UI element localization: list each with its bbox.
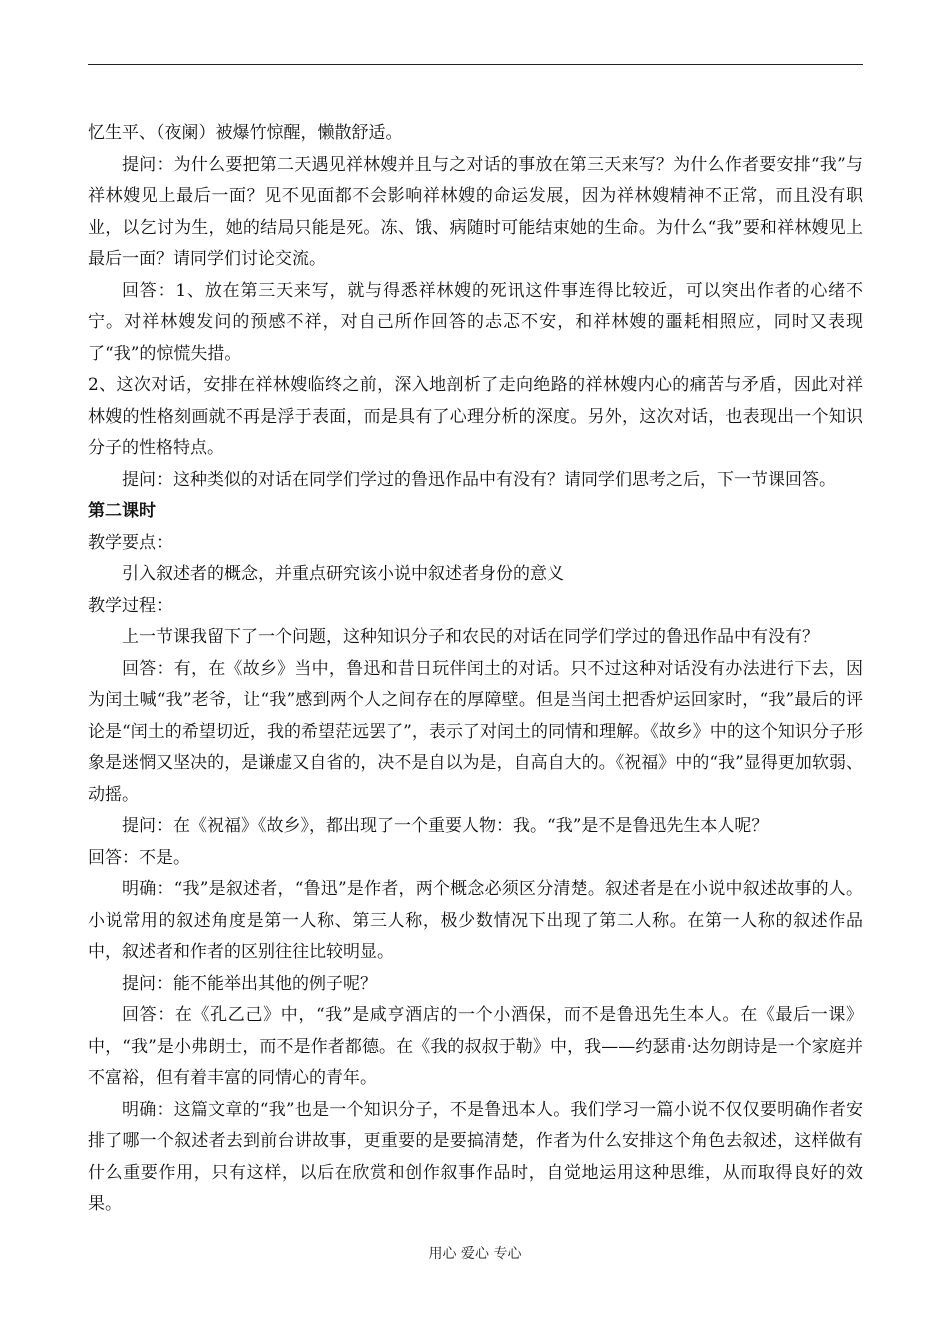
page-footer: 用心 爱心 专心 xyxy=(428,1246,522,1262)
paragraph: 上一节课我留下了一个问题，这种知识分子和农民的对话在同学们学过的鲁迅作品中有没有？ xyxy=(122,627,819,647)
paragraph: 引入叙述者的概念，并重点研究该小说中叙述者身份的意义 xyxy=(122,564,564,584)
section-heading: 第二课时 xyxy=(88,501,156,521)
paragraph: 回答：1、放在第三天来写，就与得悉祥林嫂的死讯这件事连得比较近，可以突出作者的心绪不宁。对祥林嫂发问的预感不祥，对自己所作回答的忐忑不安，和祥林嫂的噩耗相照应，同时又表现了“我”的惊慌失措。 xyxy=(88,280,863,364)
paragraph: 明确：“我”是叙述者，“鲁迅”是作者，两个概念必须区分清楚。叙述者是在小说中叙述故事的人。小说常用的叙述角度是第一人称、第三人称，极少数情况下出现了第二人称。在第一人称的叙述作品中，叙述者和作者的区别往往比较明显。 xyxy=(88,879,863,962)
paragraph: 回答：在《孔乙己》中，“我”是咸亨酒店的一个小酒保，而不是鲁迅先生本人。在《最后一课》中，“我”是小弗朗士，而不是作者都德。在《我的叔叔于勒》中，我——约瑟甫·达勿朗诗是一个家庭并不富裕，但有着丰富的同情心的青年。 xyxy=(88,1005,863,1088)
paragraph: 教学要点： xyxy=(88,532,173,553)
paragraph: 回答：有，在《故乡》当中，鲁迅和昔日玩伴闰土的对话。只不过这种对话没有办法进行下去，因为闰土喊“我”老爷，让“我”感到两个人之间存在的厚障壁。但是当闰土把香炉运回家时，“我”最后的评论是“闰土的希望切近，我的希望茫远罢了”，表示了对闰土的同情和理解。《故乡》中的这个知识分子形象是迷惘又坚决的，是谦虚又自省的，决不是自以为是，自高自大的。《祝福》中的“我”显得更加软弱、动摇。 xyxy=(88,658,863,805)
header-rule xyxy=(88,64,863,65)
paragraph: 教学过程： xyxy=(88,595,173,616)
paragraph: 回答：不是。 xyxy=(88,847,190,868)
paragraph: 明确：这篇文章的“我”也是一个知识分子，不是鲁迅本人。我们学习一篇小说不仅仅要明确作者安排了哪一个叙述者去到前台讲故事，更重要的是要搞清楚，作者为什么安排这个角色去叙述，这样做有什么重要作用，只有这样，以后在欣赏和创作叙事作品时，自觉地运用这种思维，从而取得良好的效果。 xyxy=(88,1099,863,1214)
paragraph: 提问：这种类似的对话在同学们学过的鲁迅作品中有没有？请同学们思考之后，下一节课回答。 xyxy=(122,469,836,490)
paragraph: 提问：在《祝福》《故乡》，都出现了一个重要人物：我。“我”是不是鲁迅先生本人呢？ xyxy=(122,816,769,836)
document-body xyxy=(88,118,863,1221)
paragraph: 2、这次对话，安排在祥林嫂临终之前，深入地剖析了走向绝路的祥林嫂内心的痛苦与矛盾，因此对祥林嫂的性格刻画就不再是浮于表面，而是具有了心理分析的深度。另外，这次对话，也表现出一个知识分子的性格特点。 xyxy=(88,375,863,458)
paragraph: 提问：为什么要把第二天遇见祥林嫂并且与之对话的事放在第三天来写？为什么作者要安排“我”与祥林嫂见上最后一面？见不见面都不会影响祥林嫂的命运发展，因为祥林嫂精神不正常，而且没有职业，以乞讨为生，她的结局只能是死。冻、饿、病随时可能结束她的生命。为什么“我”要和祥林嫂见上最后一面？请同学们讨论交流。 xyxy=(88,154,863,269)
paragraph: 提问：能不能举出其他的例子呢？ xyxy=(122,973,377,994)
paragraph: 忆生平、（夜阑）被爆竹惊醒，懒散舒适。 xyxy=(88,123,403,143)
